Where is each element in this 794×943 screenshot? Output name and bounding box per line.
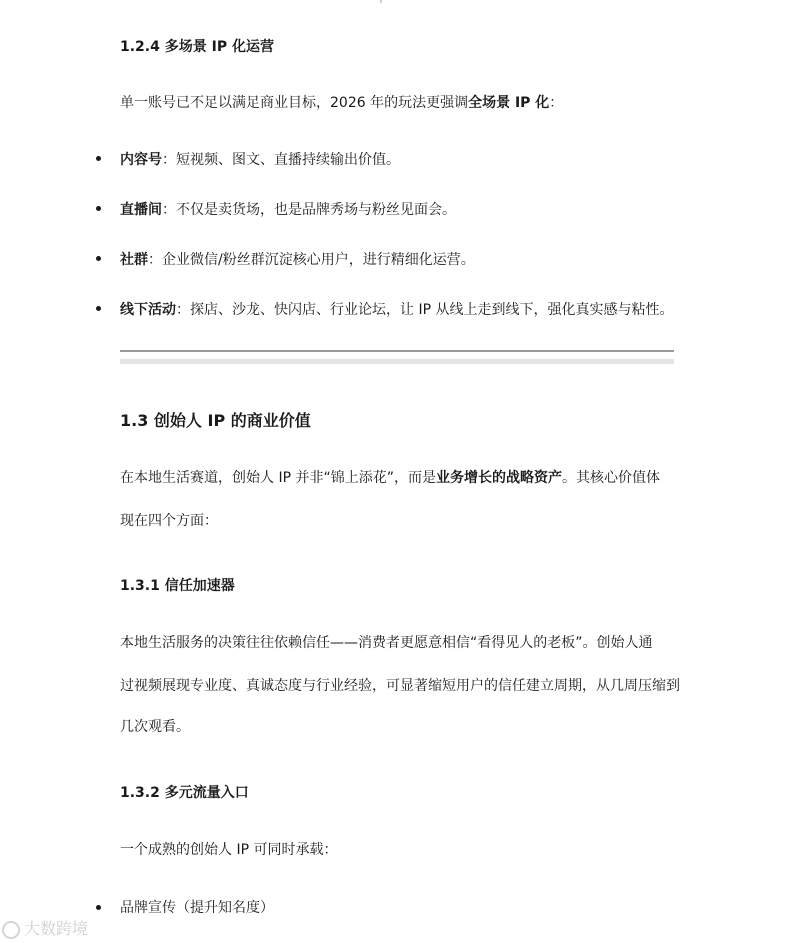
bullet-dot bbox=[96, 256, 101, 261]
section-1-3-2-heading: 1.3.2 多元流量入口 bbox=[120, 785, 249, 801]
page-top-mark bbox=[380, 0, 382, 3]
bullet-dot bbox=[96, 306, 101, 311]
section-1-3-1-line2: 过视频展现专业度、真诚态度与行业经验，可显著缩短用户的信任建立周期，从几周压缩到 bbox=[120, 678, 680, 694]
section-1-3-heading: 1.3 创始人 IP 的商业价值 bbox=[120, 411, 311, 430]
bullet-dot bbox=[96, 156, 101, 161]
section-1-2-4-heading: 1.2.4 多场景 IP 化运营 bbox=[120, 39, 274, 55]
list-item: 线下活动：探店、沙龙、快闪店、行业论坛，让 IP 从线上走到线下，强化真实感与粘性。 bbox=[120, 302, 674, 318]
section-1-3-1-line3: 几次观看。 bbox=[120, 719, 190, 735]
bullet-dot bbox=[96, 905, 101, 910]
horizontal-rule-shadow bbox=[120, 359, 674, 364]
horizontal-rule bbox=[120, 350, 674, 352]
section-1-3-1-line1: 本地生活服务的决策往往依赖信任——消费者更愿意相信“看得见人的老板”。创始人通 bbox=[120, 635, 653, 651]
section-1-2-4-intro: 单一账号已不足以满足商业目标，2026 年的玩法更强调全场景 IP 化： bbox=[120, 95, 564, 111]
section-1-3-para-line1: 在本地生活赛道，创始人 IP 并非“锦上添花”，而是业务增长的战略资产。其核心价值体 bbox=[120, 470, 660, 486]
list-item: 品牌宣传（提升知名度） bbox=[120, 900, 274, 916]
watermark-logo-icon bbox=[2, 921, 20, 939]
list-item: 社群：企业微信/粉丝群沉淀核心用户，进行精细化运营。 bbox=[120, 252, 475, 268]
bullet-dot bbox=[96, 206, 101, 211]
section-1-3-para-line2: 现在四个方面： bbox=[120, 513, 218, 529]
list-item: 直播间：不仅是卖货场，也是品牌秀场与粉丝见面会。 bbox=[120, 202, 456, 218]
section-1-3-2-intro: 一个成熟的创始人 IP 可同时承载： bbox=[120, 842, 338, 858]
watermark: 大数跨境 bbox=[2, 916, 88, 939]
section-1-3-1-heading: 1.3.1 信任加速器 bbox=[120, 578, 235, 594]
list-item: 内容号：短视频、图文、直播持续输出价值。 bbox=[120, 152, 400, 168]
